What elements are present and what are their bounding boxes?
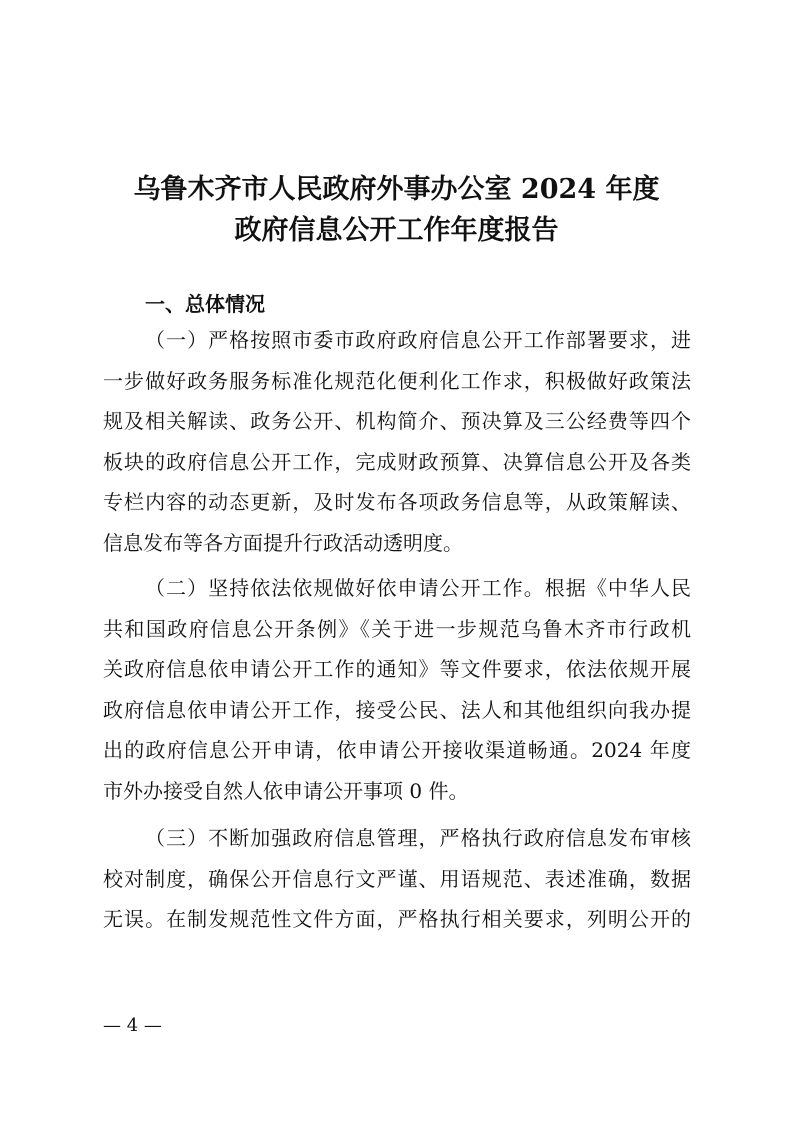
paragraph-line: 板块的政府信息公开工作，完成财政预算、决算信息公开及各类 xyxy=(103,449,691,474)
report-title-line-1: 乌鲁木齐市人民政府外事办公室 2024 年度 xyxy=(133,174,660,205)
paragraph-1 xyxy=(103,320,691,563)
paragraph-line: 出的政府信息公开申请，依申请公开接收渠道畅通。2024 年度 xyxy=(103,738,691,762)
paragraph-3 xyxy=(103,818,691,940)
paragraph-line: （二）坚持依法依规做好依申请公开工作。根据《中华人民 xyxy=(145,576,691,600)
section-heading-overview: 一、总体情况 xyxy=(145,292,265,316)
paragraph-line: 政府信息依申请公开工作，接受公民、法人和其他组织向我办提 xyxy=(103,697,691,722)
paragraph-line: 无误。在制发规范性文件方面，严格执行相关要求，列明公开的 xyxy=(103,907,691,931)
paragraph-line: 共和国政府信息公开条例》《关于进一步规范乌鲁木齐市行政机 xyxy=(103,616,691,641)
paragraph-line: 关政府信息依申请公开工作的通知》等文件要求，依法依规开展 xyxy=(103,657,691,681)
paragraph-line: （三）不断加强政府信息管理，严格执行政府信息发布审核 xyxy=(145,826,691,850)
paragraph-line: （一）严格按照市委市政府政府信息公开工作部署要求，进 xyxy=(145,328,691,352)
page-number: — 4 — xyxy=(103,1015,162,1036)
paragraph-line: 一步做好政务服务标准化规范化便利化工作求，积极做好政策法 xyxy=(103,368,691,393)
paragraph-2 xyxy=(103,568,691,811)
paragraph-line: 信息发布等各方面提升行政活动透明度。 xyxy=(103,530,463,555)
report-title-line-2: 政府信息公开工作年度报告 xyxy=(234,215,559,246)
paragraph-line: 校对制度，确保公开信息行文严谨、用语规范、表述准确，数据 xyxy=(103,866,691,891)
paragraph-line: 专栏内容的动态更新，及时发布各项政务信息等，从政策解读、 xyxy=(103,490,691,514)
paragraph-line: 市外办接受自然人依申请公开事项 0 件。 xyxy=(103,778,469,803)
paragraph-line: 规及相关解读、政务公开、机构简介、预决算及三公经费等四个 xyxy=(103,409,691,433)
